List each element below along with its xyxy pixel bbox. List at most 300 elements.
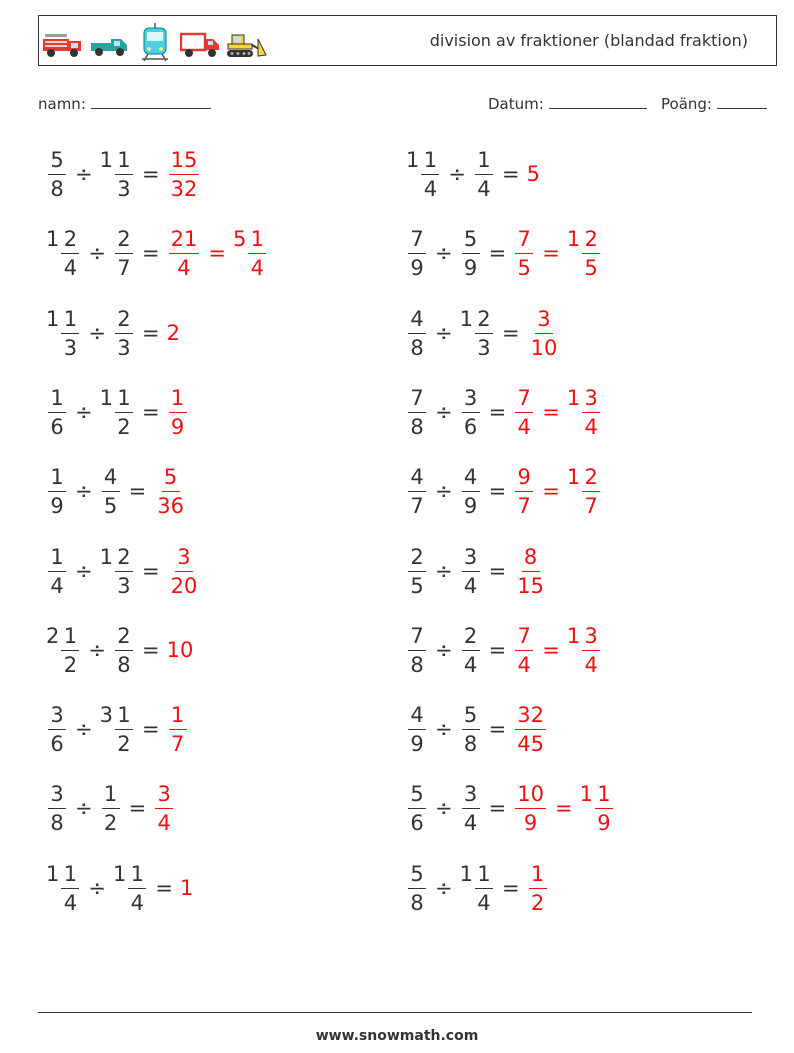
divisor-fraction bbox=[462, 544, 480, 598]
divisor-fraction bbox=[462, 623, 480, 677]
divisor-numerator: 4 bbox=[462, 467, 480, 492]
divisor-term bbox=[100, 545, 135, 597]
dividend-fraction bbox=[408, 385, 426, 439]
answer-term bbox=[567, 386, 602, 438]
dividend-fraction bbox=[61, 623, 79, 677]
dividend-term bbox=[406, 148, 441, 200]
divisor-term bbox=[113, 307, 135, 359]
divisor-fraction bbox=[115, 306, 133, 360]
divide-sign: ÷ bbox=[75, 399, 93, 424]
dividend-fraction bbox=[408, 705, 426, 755]
divisor-denominator: 3 bbox=[477, 335, 491, 360]
dividend-fraction bbox=[408, 861, 426, 915]
answer-fraction bbox=[515, 467, 533, 517]
answer-whole: 10 bbox=[166, 637, 194, 662]
problem-row bbox=[406, 221, 602, 285]
answer-fraction bbox=[169, 544, 200, 598]
divisor-term bbox=[460, 703, 482, 755]
problem-row bbox=[46, 459, 188, 523]
dividend-denominator: 5 bbox=[410, 573, 424, 598]
answer bbox=[153, 782, 175, 834]
answer-equals-sign: = bbox=[208, 241, 226, 266]
dividend-fraction bbox=[61, 861, 79, 915]
dividend-term bbox=[46, 227, 81, 279]
divisor-whole: 1 bbox=[459, 306, 473, 331]
divisor-term bbox=[100, 782, 122, 834]
divisor-term bbox=[113, 862, 148, 914]
divisor-whole: 1 bbox=[112, 861, 127, 886]
divisor-fraction bbox=[462, 784, 480, 834]
answer-term bbox=[153, 782, 175, 834]
header-box bbox=[38, 15, 777, 66]
answer-term bbox=[513, 386, 535, 438]
dividend-fraction bbox=[48, 467, 66, 517]
divisor-term bbox=[460, 624, 482, 676]
answer-term bbox=[180, 876, 193, 900]
divisor-term bbox=[100, 148, 135, 200]
equals-sign: = bbox=[141, 241, 160, 266]
answer-whole: 1 bbox=[579, 782, 593, 807]
answer-denominator: 5 bbox=[584, 256, 598, 281]
divisor-numerator: 1 bbox=[475, 864, 493, 889]
divisor-fraction bbox=[475, 306, 493, 360]
divisor-numerator: 2 bbox=[462, 626, 480, 651]
dividend-fraction bbox=[48, 544, 66, 598]
tram-icon bbox=[140, 23, 170, 63]
dividend-numerator: 3 bbox=[48, 784, 66, 809]
answer-numerator: 2 bbox=[582, 229, 600, 254]
answer-fraction bbox=[515, 784, 546, 834]
answer bbox=[153, 465, 188, 517]
dividend-numerator: 7 bbox=[408, 229, 426, 254]
divide-sign: ÷ bbox=[448, 162, 466, 186]
divisor-denominator: 4 bbox=[130, 890, 145, 915]
date-label: Datum: bbox=[488, 95, 544, 113]
divisor-fraction bbox=[462, 229, 480, 279]
answer-numerator: 1 bbox=[169, 388, 187, 413]
answer-term bbox=[167, 638, 194, 662]
footer-divider bbox=[38, 1012, 752, 1013]
answer-fraction bbox=[582, 467, 600, 517]
problem-row bbox=[46, 697, 189, 761]
divisor-denominator: 8 bbox=[463, 732, 478, 757]
dividend-denominator: 8 bbox=[50, 811, 64, 836]
name-line[interactable] bbox=[91, 94, 211, 109]
dividend-numerator: 1 bbox=[421, 150, 439, 175]
equals-sign: = bbox=[128, 479, 147, 504]
dividend-term bbox=[46, 386, 68, 438]
answer-fraction bbox=[515, 705, 546, 755]
equals-sign: = bbox=[501, 320, 520, 345]
dividend-term bbox=[406, 386, 428, 438]
dividend-numerator: 7 bbox=[408, 388, 426, 413]
divide-sign: ÷ bbox=[88, 637, 106, 662]
answer-whole: 1 bbox=[566, 227, 581, 252]
divisor-fraction bbox=[128, 861, 146, 915]
answer-numerator: 1 bbox=[595, 784, 613, 809]
answer-numerator: 8 bbox=[522, 547, 540, 572]
dividend-numerator: 5 bbox=[408, 784, 426, 809]
answer-denominator: 4 bbox=[517, 652, 531, 677]
answer-denominator: 9 bbox=[523, 811, 538, 836]
answer-denominator: 9 bbox=[170, 414, 185, 439]
answer-numerator: 15 bbox=[169, 150, 200, 175]
problem-row bbox=[46, 380, 189, 444]
divisor-numerator: 3 bbox=[462, 547, 480, 572]
answer-term bbox=[527, 862, 549, 914]
dividend-term bbox=[406, 862, 428, 914]
dividend-numerator: 1 bbox=[48, 467, 66, 492]
answer-equals-sign: = bbox=[554, 796, 573, 821]
answer-fraction bbox=[169, 385, 187, 439]
divisor-numerator: 1 bbox=[128, 864, 146, 889]
divide-sign: ÷ bbox=[435, 241, 453, 266]
answer-denominator: 7 bbox=[584, 494, 598, 519]
answer bbox=[167, 703, 189, 755]
dividend-fraction bbox=[61, 229, 79, 279]
answer-term bbox=[513, 624, 535, 676]
dividend-denominator: 4 bbox=[63, 890, 78, 915]
divisor-term bbox=[460, 386, 482, 438]
answer-denominator: 4 bbox=[584, 414, 598, 439]
equals-sign: = bbox=[141, 162, 160, 186]
answer-denominator: 4 bbox=[177, 256, 191, 281]
divisor-denominator: 5 bbox=[103, 494, 118, 519]
dividend-numerator: 7 bbox=[408, 626, 426, 651]
answer-term bbox=[527, 162, 540, 186]
divisor-numerator: 1 bbox=[115, 388, 133, 413]
dividend-fraction bbox=[421, 150, 439, 200]
divisor-denominator: 9 bbox=[463, 494, 478, 519]
equals-sign: = bbox=[488, 717, 507, 742]
answer-term bbox=[513, 703, 548, 755]
problem-row bbox=[46, 301, 180, 365]
equals-sign: = bbox=[488, 479, 507, 504]
answer-term bbox=[567, 227, 602, 279]
dividend-denominator: 6 bbox=[50, 732, 64, 757]
score-field[interactable] bbox=[661, 94, 767, 113]
answer-numerator: 7 bbox=[515, 626, 533, 651]
divisor-term bbox=[460, 465, 482, 517]
answer-term bbox=[167, 148, 202, 200]
answer-numerator: 2 bbox=[582, 467, 600, 492]
answer-denominator: 4 bbox=[157, 811, 171, 836]
delivery-truck-icon bbox=[180, 31, 222, 59]
answer-term bbox=[153, 465, 188, 517]
divisor-term bbox=[100, 465, 122, 517]
equals-sign: = bbox=[488, 399, 507, 424]
answer-numerator: 1 bbox=[169, 705, 187, 730]
dividend-numerator: 1 bbox=[61, 626, 79, 651]
dividend-fraction bbox=[408, 229, 426, 279]
divisor-term bbox=[460, 545, 482, 597]
dividend-denominator: 8 bbox=[410, 652, 424, 677]
name-label: namn: bbox=[38, 95, 86, 113]
dividend-term bbox=[406, 545, 428, 597]
answer bbox=[180, 876, 193, 900]
answer-fraction bbox=[169, 229, 200, 279]
problem-row bbox=[406, 618, 602, 682]
divisor-whole: 1 bbox=[99, 544, 113, 569]
dividend-denominator: 2 bbox=[63, 652, 78, 677]
divide-sign: ÷ bbox=[88, 320, 106, 345]
divisor-numerator: 2 bbox=[475, 309, 493, 334]
dividend-fraction bbox=[408, 467, 426, 517]
answer-whole: 2 bbox=[166, 320, 180, 345]
divisor-fraction bbox=[462, 467, 480, 517]
divisor-fraction bbox=[102, 467, 120, 517]
dividend-fraction bbox=[408, 623, 426, 677]
dividend-whole: 2 bbox=[46, 623, 60, 648]
answer bbox=[513, 227, 602, 279]
answer-whole: 5 bbox=[526, 162, 540, 186]
answer-term bbox=[167, 321, 180, 345]
answer bbox=[167, 386, 189, 438]
divisor-denominator: 2 bbox=[117, 732, 131, 757]
problem-row bbox=[406, 856, 549, 920]
dividend-term bbox=[46, 465, 68, 517]
divisor-term bbox=[473, 148, 495, 200]
answer-term bbox=[580, 782, 615, 834]
divisor-denominator: 3 bbox=[117, 177, 131, 201]
problem-row bbox=[406, 301, 561, 365]
dividend-term bbox=[46, 624, 81, 676]
divide-sign: ÷ bbox=[75, 717, 93, 742]
dividend-denominator: 8 bbox=[410, 335, 424, 360]
answer-fraction bbox=[529, 861, 547, 915]
divisor-term bbox=[460, 782, 482, 834]
dividend-term bbox=[46, 862, 81, 914]
worksheet-title: division av fraktioner (blandad fraktion) bbox=[429, 31, 748, 50]
answer-whole: 1 bbox=[566, 623, 581, 648]
divisor-denominator: 2 bbox=[103, 811, 118, 836]
divisor-fraction bbox=[462, 385, 480, 439]
equals-sign: = bbox=[488, 558, 507, 583]
problem-row bbox=[46, 221, 268, 285]
divisor-term bbox=[460, 227, 482, 279]
divisor-fraction bbox=[115, 623, 133, 677]
dividend-denominator: 8 bbox=[410, 414, 424, 439]
dividend-term bbox=[46, 703, 68, 755]
dividend-fraction bbox=[408, 306, 426, 360]
answer bbox=[527, 162, 540, 186]
divisor-term bbox=[100, 703, 135, 755]
equals-sign: = bbox=[488, 796, 507, 821]
dividend-term bbox=[406, 307, 428, 359]
equals-sign: = bbox=[155, 875, 173, 900]
divide-sign: ÷ bbox=[435, 637, 453, 662]
dividend-denominator: 6 bbox=[410, 811, 424, 836]
answer-equals-sign: = bbox=[542, 479, 560, 504]
dividend-numerator: 5 bbox=[408, 864, 426, 889]
answer-fraction bbox=[515, 544, 546, 598]
answer-term bbox=[233, 227, 268, 279]
answer-fraction bbox=[582, 623, 600, 677]
divide-sign: ÷ bbox=[435, 320, 453, 345]
divisor-fraction bbox=[115, 705, 133, 755]
divisor-denominator: 4 bbox=[463, 652, 478, 677]
dividend-denominator: 6 bbox=[50, 414, 64, 439]
date-line[interactable] bbox=[549, 94, 647, 109]
dividend-numerator: 1 bbox=[48, 388, 66, 413]
footer-url: www.snowmath.com bbox=[315, 1028, 479, 1044]
divisor-whole: 3 bbox=[99, 703, 113, 728]
answer-numerator: 1 bbox=[529, 864, 547, 889]
answer-fraction bbox=[155, 784, 173, 834]
answer-fraction bbox=[515, 229, 533, 279]
divisor-denominator: 3 bbox=[117, 573, 131, 598]
divisor-numerator: 1 bbox=[475, 150, 493, 175]
divisor-term bbox=[460, 307, 495, 359]
answer bbox=[167, 638, 194, 662]
answer-numerator: 9 bbox=[515, 467, 533, 492]
answer-denominator: 36 bbox=[157, 494, 184, 519]
divisor-numerator: 5 bbox=[462, 229, 480, 254]
answer-denominator: 10 bbox=[530, 335, 558, 360]
divisor-whole: 1 bbox=[459, 861, 473, 886]
answer-term bbox=[567, 465, 602, 517]
answer-equals-sign: = bbox=[542, 637, 560, 662]
divisor-denominator: 7 bbox=[117, 256, 131, 281]
answer-term bbox=[513, 782, 548, 834]
date-field[interactable] bbox=[488, 94, 647, 113]
dividend-fraction bbox=[48, 784, 66, 834]
divisor-numerator: 3 bbox=[462, 388, 480, 413]
answer-denominator: 32 bbox=[170, 177, 198, 201]
answer-equals-sign: = bbox=[542, 399, 560, 424]
answer-term bbox=[167, 545, 202, 597]
answer-numerator: 21 bbox=[169, 229, 200, 254]
dividend-denominator: 3 bbox=[63, 335, 78, 360]
divisor-numerator: 2 bbox=[115, 626, 133, 651]
answer-term bbox=[167, 703, 189, 755]
dividend-fraction bbox=[61, 306, 79, 360]
answer-fraction bbox=[515, 385, 533, 439]
divisor-fraction bbox=[115, 150, 133, 200]
pickup-truck-icon bbox=[90, 35, 130, 57]
answer bbox=[167, 545, 202, 597]
answer-term bbox=[513, 465, 535, 517]
problem-row bbox=[46, 142, 201, 206]
equals-sign: = bbox=[141, 320, 160, 345]
dividend-numerator: 1 bbox=[48, 547, 66, 572]
answer-denominator: 5 bbox=[517, 256, 531, 281]
divisor-fraction bbox=[462, 705, 480, 755]
divisor-denominator: 4 bbox=[463, 811, 478, 836]
divisor-term bbox=[100, 386, 135, 438]
divisor-denominator: 6 bbox=[463, 414, 478, 439]
dividend-whole: 1 bbox=[406, 148, 420, 172]
answer-denominator: 4 bbox=[517, 414, 531, 439]
answer bbox=[513, 624, 602, 676]
divisor-denominator: 4 bbox=[477, 890, 491, 915]
problem-row bbox=[46, 539, 201, 603]
divisor-whole: 1 bbox=[99, 385, 113, 410]
divisor-denominator: 2 bbox=[117, 414, 131, 439]
bulldozer-icon bbox=[226, 29, 268, 59]
divisor-numerator: 4 bbox=[102, 467, 120, 492]
fire-truck-icon bbox=[42, 29, 84, 59]
answer-fraction bbox=[169, 150, 200, 200]
answer-numerator: 3 bbox=[582, 626, 600, 651]
dividend-numerator: 3 bbox=[48, 705, 66, 730]
dividend-fraction bbox=[48, 150, 66, 200]
answer bbox=[167, 321, 180, 345]
problem-row bbox=[406, 539, 548, 603]
divide-sign: ÷ bbox=[75, 558, 93, 583]
dividend-whole: 1 bbox=[46, 306, 60, 331]
answer bbox=[527, 307, 562, 359]
equals-sign: = bbox=[488, 241, 507, 266]
name-field[interactable] bbox=[38, 94, 211, 113]
answer bbox=[513, 703, 548, 755]
dividend-denominator: 9 bbox=[410, 256, 424, 281]
divisor-fraction bbox=[115, 385, 133, 439]
divisor-numerator: 1 bbox=[115, 150, 133, 175]
divide-sign: ÷ bbox=[75, 162, 93, 186]
answer-numerator: 1 bbox=[248, 229, 266, 254]
divisor-fraction bbox=[102, 784, 120, 834]
problem-row bbox=[46, 618, 193, 682]
divisor-denominator: 4 bbox=[463, 573, 478, 598]
divide-sign: ÷ bbox=[88, 241, 106, 266]
answer-whole: 1 bbox=[566, 385, 581, 410]
answer bbox=[513, 782, 615, 834]
problem-row bbox=[46, 776, 175, 840]
dividend-numerator: 4 bbox=[408, 467, 426, 492]
divisor-numerator: 3 bbox=[462, 784, 480, 809]
dividend-term bbox=[46, 148, 68, 200]
divisor-whole: 1 bbox=[99, 148, 113, 172]
divide-sign: ÷ bbox=[435, 717, 453, 742]
dividend-whole: 1 bbox=[46, 861, 60, 886]
answer-denominator: 2 bbox=[530, 890, 545, 915]
divide-sign: ÷ bbox=[435, 558, 453, 583]
problem-row bbox=[406, 697, 548, 761]
divisor-denominator: 9 bbox=[463, 256, 478, 281]
dividend-denominator: 4 bbox=[423, 177, 438, 201]
answer bbox=[167, 148, 202, 200]
answer-equals-sign: = bbox=[542, 241, 560, 266]
answer-fraction bbox=[155, 467, 186, 517]
divisor-fraction bbox=[115, 544, 133, 598]
equals-sign: = bbox=[141, 637, 160, 662]
dividend-term bbox=[46, 545, 68, 597]
answer-denominator: 4 bbox=[584, 652, 598, 677]
problem-row bbox=[406, 142, 540, 206]
dividend-numerator: 4 bbox=[408, 705, 426, 730]
dividend-numerator: 4 bbox=[408, 309, 426, 334]
equals-sign: = bbox=[128, 796, 147, 821]
score-label: Poäng: bbox=[661, 95, 712, 113]
divide-sign: ÷ bbox=[75, 479, 93, 504]
dividend-numerator: 2 bbox=[61, 229, 79, 254]
divisor-term bbox=[113, 227, 135, 279]
answer-numerator: 3 bbox=[175, 547, 193, 572]
answer-denominator: 7 bbox=[517, 494, 531, 519]
answer-denominator: 20 bbox=[170, 573, 198, 598]
answer-term bbox=[567, 624, 602, 676]
equals-sign: = bbox=[141, 558, 160, 583]
answer-fraction bbox=[515, 623, 533, 677]
score-line[interactable] bbox=[717, 94, 767, 109]
answer-numerator: 10 bbox=[515, 784, 546, 809]
divisor-numerator: 2 bbox=[115, 229, 133, 254]
answer-term bbox=[513, 545, 548, 597]
answer-denominator: 4 bbox=[250, 256, 264, 281]
answer bbox=[167, 227, 269, 279]
answer-fraction bbox=[248, 229, 266, 279]
